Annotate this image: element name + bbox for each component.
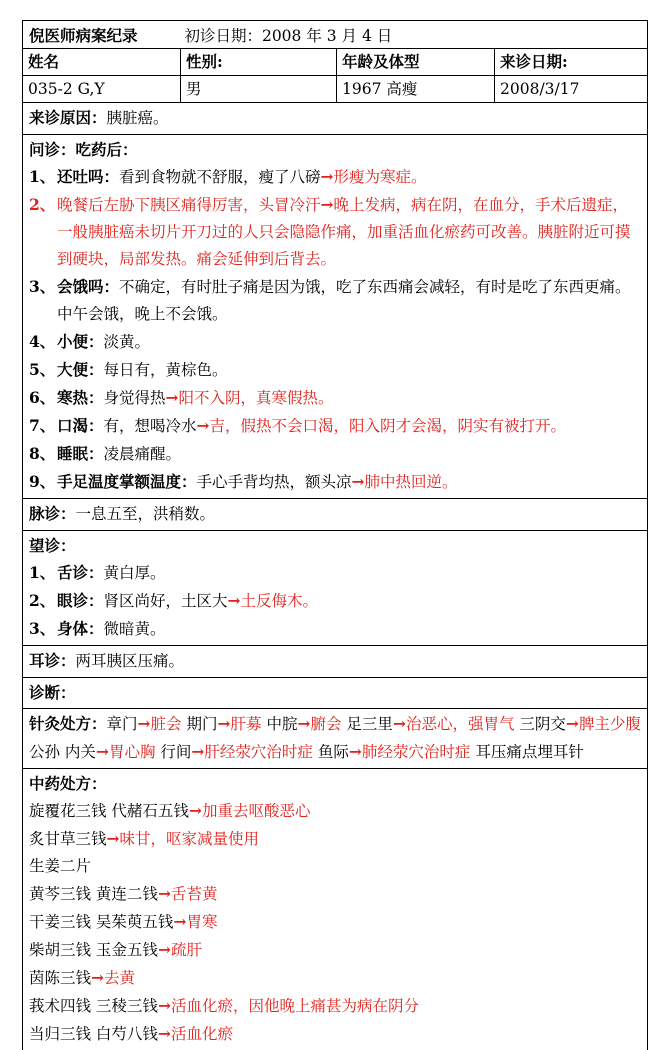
inquiry-item [29,163,641,191]
acupoint-note: 胃心胸 [108,743,156,761]
item-body [57,191,641,273]
diagnosis-label: 诊断： [29,683,76,702]
value-gender: 男 [181,76,337,102]
herb-note: 舌苔黄 [170,885,218,903]
acupoint-note: 治恶心，强胃气 [405,715,515,733]
herb-note: 疏肝 [170,941,202,959]
reason-section [23,103,647,135]
title-row [23,21,647,49]
acupoint: 足三里 [346,715,393,733]
inquiry-item [29,384,641,412]
pulse-section [23,499,647,531]
inquiry-item [29,440,641,468]
arrow-icon: → [392,714,406,733]
herb-line [29,908,641,936]
ear-text: 两耳胰区压痛。 [75,652,185,670]
herb-text: 生姜二片 [29,857,92,875]
item-label: 舌诊： [57,563,104,582]
item-note: 晚上发病，病在阴，在血分，手术后遗症，一般胰脏癌未切片开刀过的人只会隐隐作痛，加重活血化瘀药可改善。胰脏附近可摸到硬块，局部发热。痛会延伸到后背去。 [57,196,631,268]
observe-heading: 望诊： [29,536,76,555]
inquiry-item [29,468,641,496]
item-label: 口渴： [57,416,104,435]
observe-item [29,615,641,643]
herb-line [29,853,641,880]
item-note: 土反侮木。 [240,592,319,610]
diagnosis-section [23,678,647,709]
info-value-row [23,76,647,103]
item-body [57,273,641,328]
item-body [57,468,641,496]
item-label: 眼诊： [57,591,104,610]
value-visit-date: 2008/3/17 [500,80,580,98]
item-note: 形瘦为寒症。 [333,168,427,186]
herb-note: 去黄 [104,969,136,987]
item-number: 8、 [29,444,56,463]
arrow-icon: → [297,714,311,733]
herb-note: 加重去呕酸恶心 [201,802,311,820]
herb-line [29,992,641,1020]
item-number: 3、 [29,277,56,296]
arrow-icon: → [157,996,171,1015]
item-body [57,587,641,615]
herb-text: 炙甘草三钱 [29,830,107,848]
item-text: 看到食物就不舒服，瘦了八磅 [119,168,321,186]
herb-text: 干姜三钱 吴茱萸五钱 [29,913,174,931]
item-number: 1、 [29,167,56,186]
acupuncture-prescription [29,710,641,766]
acupoint: 章门 [106,715,138,733]
item-number: 2、 [29,195,56,214]
ear-section [23,646,647,678]
item-label: 小便： [57,332,104,351]
ear-label: 耳诊： [29,651,76,670]
label-age-build: 年龄及体型 [337,49,495,75]
label-gender: 性别: [181,49,337,75]
value-age-build: 1967 高瘦 [337,76,495,102]
item-label: 还吐吗： [57,167,120,186]
arrow-icon: → [173,912,187,931]
item-note: 肺中热回逆。 [364,473,458,491]
item-text: 晚餐后左胁下胰区痛得厉害，头冒冷汗 [57,196,321,214]
inquiry-heading: 问诊：吃药后： [29,140,138,159]
herb-text: 旋覆花三钱 代赭石五钱 [29,802,189,820]
arrow-icon: → [196,416,210,435]
arrow-icon: → [157,940,171,959]
arrow-icon: → [320,167,334,186]
item-text: 身觉得热 [103,389,166,407]
item-body [57,384,641,412]
acupoint-note: 肺经荥穴治时症 [361,743,471,761]
herb-text: 黄芩三钱 黄连二钱 [29,885,158,903]
arrow-icon: → [351,472,365,491]
item-body [57,356,641,384]
label-name: 姓名 [23,49,181,75]
arrow-icon: → [165,388,179,407]
item-label: 会饿吗： [57,277,120,296]
item-label: 大便： [57,360,104,379]
inquiry-item [29,412,641,440]
observe-list [29,559,641,643]
item-text: 凌晨痛醒。 [103,445,182,463]
arrow-icon: → [565,714,579,733]
observe-item [29,587,641,615]
arrow-icon: → [191,742,205,761]
arrow-icon: → [157,884,171,903]
arrow-icon: → [106,829,120,848]
acupoint-note: 肝募 [230,715,262,733]
inquiry-item [29,328,641,356]
item-body [57,440,641,468]
item-number: 4、 [29,332,56,351]
herb-line [29,964,641,992]
herb-heading: 中药处方： [29,774,107,793]
arrow-icon: → [95,742,109,761]
item-number: 9、 [29,472,56,491]
acupoint: 三阴交 [519,715,566,733]
acupoint: 行间 [160,743,192,761]
acupuncture-label: 针灸处方： [29,714,107,733]
item-number: 7、 [29,416,56,435]
item-number: 1、 [29,563,56,582]
arrow-icon: → [137,714,151,733]
herb-text: 柴胡三钱 玉金五钱 [29,941,158,959]
observe-section [23,531,647,646]
inquiry-item [29,356,641,384]
arrow-icon: → [157,1024,171,1043]
herb-list [29,797,641,1048]
arrow-icon: → [348,742,362,761]
acupoint: 公孙 内关 [29,743,96,761]
herb-text: 莪术四钱 三稜三钱 [29,997,158,1015]
pulse-label: 脉诊： [29,504,76,523]
reason-label: 来诊原因： [29,108,107,127]
acupoint-note: 腑会 [310,715,342,733]
item-text: 肾区尚好，土区大 [103,592,228,610]
herb-line [29,825,641,853]
observe-item [29,559,641,587]
arrow-icon: → [91,968,105,987]
info-label-row [23,49,647,76]
herb-line [29,936,641,964]
item-number: 6、 [29,388,56,407]
herb-note: 胃寒 [186,913,218,931]
case-record-page [22,20,648,1050]
item-label: 身体： [57,619,104,638]
item-note: 阳不入阴，真寒假热。 [178,389,334,407]
item-body [57,559,641,587]
arrow-icon: → [320,195,334,214]
item-body [57,328,641,356]
item-body [57,412,641,440]
arrow-icon: → [227,591,241,610]
acupoint: 期门 [186,715,218,733]
herb-text: 当归三钱 白芍八钱 [29,1025,158,1043]
item-note: 吉，假热不会口渴，阳入阴才会渴，阴实有被打开。 [209,417,567,435]
acupoint: 耳压痛点埋耳针 [475,743,584,761]
herb-line [29,797,641,825]
item-number: 5、 [29,360,56,379]
item-text: 黄白厚。 [103,564,166,582]
reason-text: 胰脏癌。 [106,109,169,127]
acupoint: 中脘 [266,715,298,733]
herb-note: 活血化瘀，因他晚上痛甚为病在阴分 [170,997,419,1015]
first-visit-date: 初诊日期：2008 年 3 月 4 日 [184,27,393,45]
item-text: 微暗黄。 [103,620,166,638]
item-text: 有，想喝冷水 [103,417,197,435]
item-text: 不确定，有时肚子痛是因为饿，吃了东西痛会减轻，有时是吃了东西更痛。中午会饿，晚上不会饿。 [57,278,631,323]
herb-section [23,769,647,1050]
herb-line [29,880,641,908]
acupuncture-section [23,709,647,769]
acupoint-note: 脾主少腹 [578,715,641,733]
item-number: 2、 [29,591,56,610]
herb-note: 活血化瘀 [170,1025,233,1043]
item-body [57,163,641,191]
inquiry-item [29,273,641,328]
label-visit-date: 来诊日期: [500,52,568,71]
item-label: 睡眠： [57,444,104,463]
item-label: 寒热： [57,388,104,407]
item-label: 手足温度掌额温度： [57,472,197,491]
value-name: 035-2 G,Y [23,76,181,102]
acupoint-note: 肝经荥穴治时症 [204,743,313,761]
inquiry-item [29,191,641,273]
item-text: 手心手背均热，额头凉 [196,473,352,491]
pulse-text: 一息五至，洪稍数。 [75,505,216,523]
record-title: 倪医师病案纪录 [29,26,138,45]
herb-line [29,1020,641,1048]
herb-note: 味甘，呕家减量使用 [119,830,260,848]
item-body [57,615,641,643]
arrow-icon: → [188,801,202,820]
arrow-icon: → [217,714,231,733]
item-text: 每日有，黄棕色。 [103,361,228,379]
item-text: 淡黄。 [103,333,151,351]
acupoint-note: 脏会 [150,715,182,733]
herb-text: 茵陈三钱 [29,969,92,987]
acupoint: 鱼际 [317,743,349,761]
inquiry-section [23,135,647,499]
inquiry-list [29,163,641,496]
item-number: 3、 [29,619,56,638]
